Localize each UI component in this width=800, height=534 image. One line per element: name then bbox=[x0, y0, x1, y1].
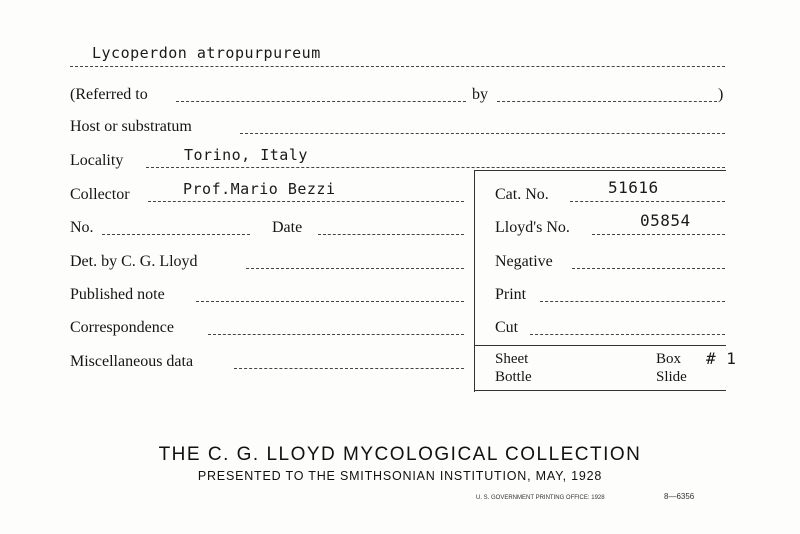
correspondence-dotted-line bbox=[208, 334, 464, 335]
referred-to-dotted-line bbox=[176, 101, 466, 102]
species-name: Lycoperdon atropurpureum bbox=[92, 44, 321, 62]
collection-title: THE C. G. LLOYD MYCOLOGICAL COLLECTION bbox=[158, 444, 642, 465]
date-label: Date bbox=[272, 219, 303, 236]
collector-dotted-line bbox=[148, 201, 464, 202]
collection-subtitle: PRESENTED TO THE SMITHSONIAN INSTITUTION, MAY, 1928 bbox=[197, 469, 603, 483]
cut-dotted-line bbox=[530, 334, 725, 335]
bottle-label: Bottle bbox=[495, 369, 532, 385]
date-dotted-line bbox=[318, 234, 464, 235]
host-label: Host or substratum bbox=[70, 118, 192, 135]
det-by-dotted-line bbox=[246, 268, 464, 269]
collector-label: Collector bbox=[70, 186, 130, 203]
correspondence-label: Correspondence bbox=[70, 319, 174, 336]
collector-value: Prof.Mario Bezzi bbox=[183, 180, 336, 198]
close-paren: ) bbox=[718, 86, 724, 103]
referred-to-label: (Referred to bbox=[70, 86, 148, 103]
right-panel-bottom-rule bbox=[474, 390, 726, 391]
published-note-label: Published note bbox=[70, 286, 165, 303]
print-dotted-line bbox=[540, 301, 725, 302]
no-label: No. bbox=[70, 219, 94, 236]
negative-label: Negative bbox=[495, 253, 553, 270]
lloyds-no-dotted-line bbox=[592, 234, 725, 235]
right-panel-divider bbox=[474, 170, 475, 392]
cat-no-dotted-line bbox=[570, 201, 725, 202]
printing-office-note: U. S. GOVERNMENT PRINTING OFFICE: 1928 bbox=[476, 495, 605, 501]
miscellaneous-dotted-line bbox=[234, 368, 464, 369]
sheet-label: Sheet bbox=[495, 351, 529, 367]
locality-label: Locality bbox=[70, 152, 124, 169]
locality-dotted-line bbox=[146, 167, 725, 168]
locality-value: Torino, Italy bbox=[184, 146, 308, 164]
cat-no-value: 51616 bbox=[608, 178, 659, 197]
lloyds-no-value: 05854 bbox=[640, 211, 691, 230]
det-by-label: Det. by C. G. Lloyd bbox=[70, 253, 198, 270]
by-dotted-line bbox=[497, 101, 717, 102]
form-number: 8—6356 bbox=[664, 492, 695, 501]
negative-dotted-line bbox=[572, 268, 725, 269]
published-note-dotted-line bbox=[196, 301, 464, 302]
cat-no-label: Cat. No. bbox=[495, 186, 549, 203]
miscellaneous-label: Miscellaneous data bbox=[70, 353, 194, 370]
no-dotted-line bbox=[102, 234, 250, 235]
print-label: Print bbox=[495, 286, 527, 303]
right-panel-mid-rule bbox=[474, 345, 726, 346]
right-panel-top-rule bbox=[474, 170, 726, 171]
box-value: # 1 bbox=[706, 349, 737, 368]
box-label: Box bbox=[656, 351, 682, 367]
slide-label: Slide bbox=[656, 369, 687, 385]
cut-label: Cut bbox=[495, 319, 519, 336]
by-label: by bbox=[472, 86, 488, 103]
host-dotted-line bbox=[240, 133, 725, 134]
species-dotted-line bbox=[70, 66, 725, 67]
lloyds-no-label: Lloyd's No. bbox=[495, 219, 570, 236]
